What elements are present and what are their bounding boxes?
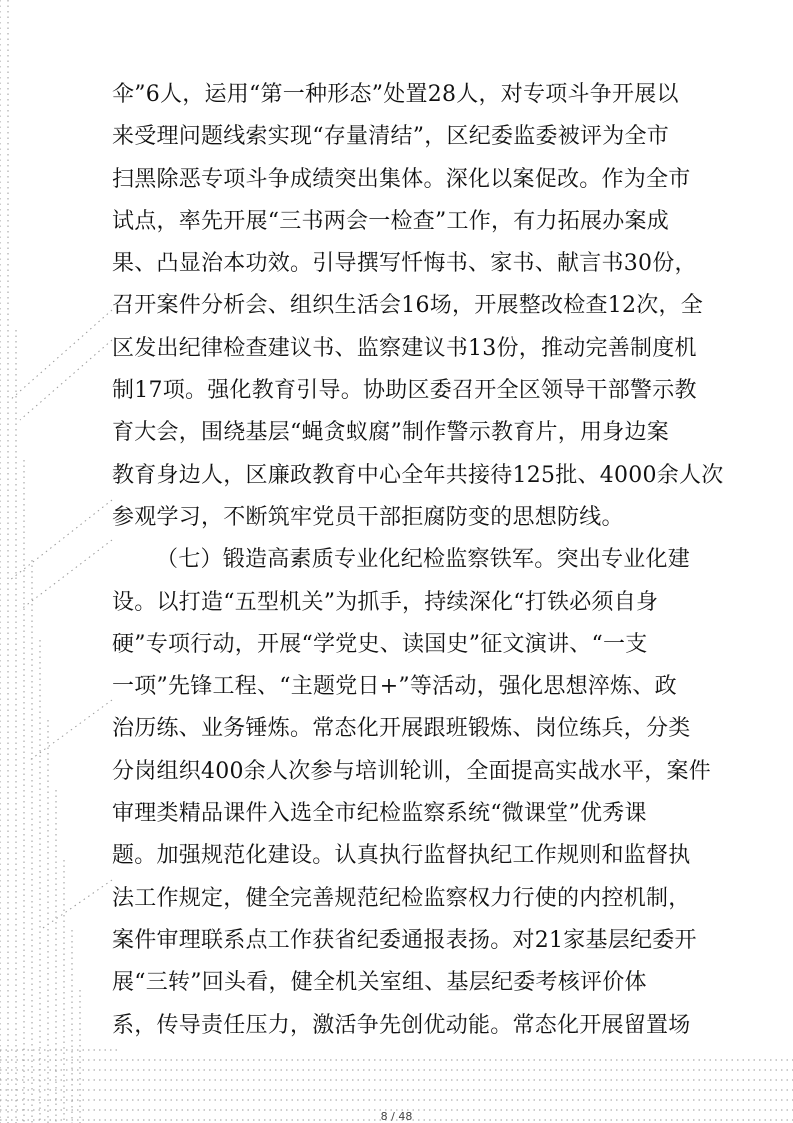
text-line: 设。以打造“五型机关”为抓手，持续深化“打铁必须自身 — [112, 589, 659, 615]
text-line: 制17项。强化教育引导。协助区委召开全区领导干部警示教 — [112, 378, 697, 404]
text-line: 系，传导责任压力，激活争先创优动能。常态化开展留置场 — [112, 1012, 691, 1038]
text-line: 一项”先锋工程、“主题党日+”等活动，强化思想淬炼、政 — [112, 674, 677, 700]
text-line: 区发出纪律检查建议书、监察建议书13份，推动完善制度机 — [112, 335, 697, 361]
text-line: 果、凸显治本功效。引导撰写忏悔书、家书、献言书30份， — [112, 251, 697, 277]
text-line: 审理类精品课件入选全市纪检监察系统“微课堂”优秀课 — [112, 801, 647, 827]
document-body — [112, 74, 724, 1047]
text-line: 召开案件分析会、组织生活会16场，开展整改检查12次，全 — [112, 293, 703, 319]
section-heading-line: （七）锻造高素质专业化纪检监察铁军。突出专业化建 — [156, 547, 691, 573]
text-line: 扫黑除恶专项斗争成绩突出集体。深化以案促改。作为全市 — [112, 166, 691, 192]
text-line: 试点，率先开展“三书两会一检查”工作，有力拓展办案成 — [112, 208, 669, 234]
text-line: 题。加强规范化建设。认真执行监督执纪工作规则和监督执 — [112, 843, 691, 869]
text-line: 治历练、业务锤炼。常态化开展跟班锻炼、岗位练兵，分类 — [112, 716, 691, 742]
text-line: 法工作规定，健全完善规范纪检监察权力行使的内控机制， — [112, 885, 691, 911]
page-number: 8 / 48 — [380, 1110, 413, 1123]
text-line: 硬”专项行动，开展“学党史、读国史”征文演讲、“一支 — [112, 631, 648, 657]
text-line: 育大会，围绕基层“蝇贪蚁腐”制作警示教育片，用身边案 — [112, 420, 669, 446]
text-line: 案件审理联系点工作获省纪委通报表扬。对21家基层纪委开 — [112, 927, 697, 953]
text-line: 教育身边人，区廉政教育中心全年共接待125批、4000余人次 — [112, 462, 724, 488]
text-line: 展“三转”回头看，健全机关室组、基层纪委考核评价体 — [112, 970, 647, 996]
text-line: 分岗组织400余人次参与培训轮训，全面提高实战水平，案件 — [112, 758, 711, 784]
text-line: 来受理问题线索实现“存量清结”，区纪委监委被评为全市 — [112, 124, 669, 150]
text-line: 伞”6人，运用“第一种形态”处置28人，对专项斗争开展以 — [112, 82, 679, 107]
text-line: 参观学习，不断筑牢党员干部拒腐防变的思想防线。 — [112, 504, 624, 530]
